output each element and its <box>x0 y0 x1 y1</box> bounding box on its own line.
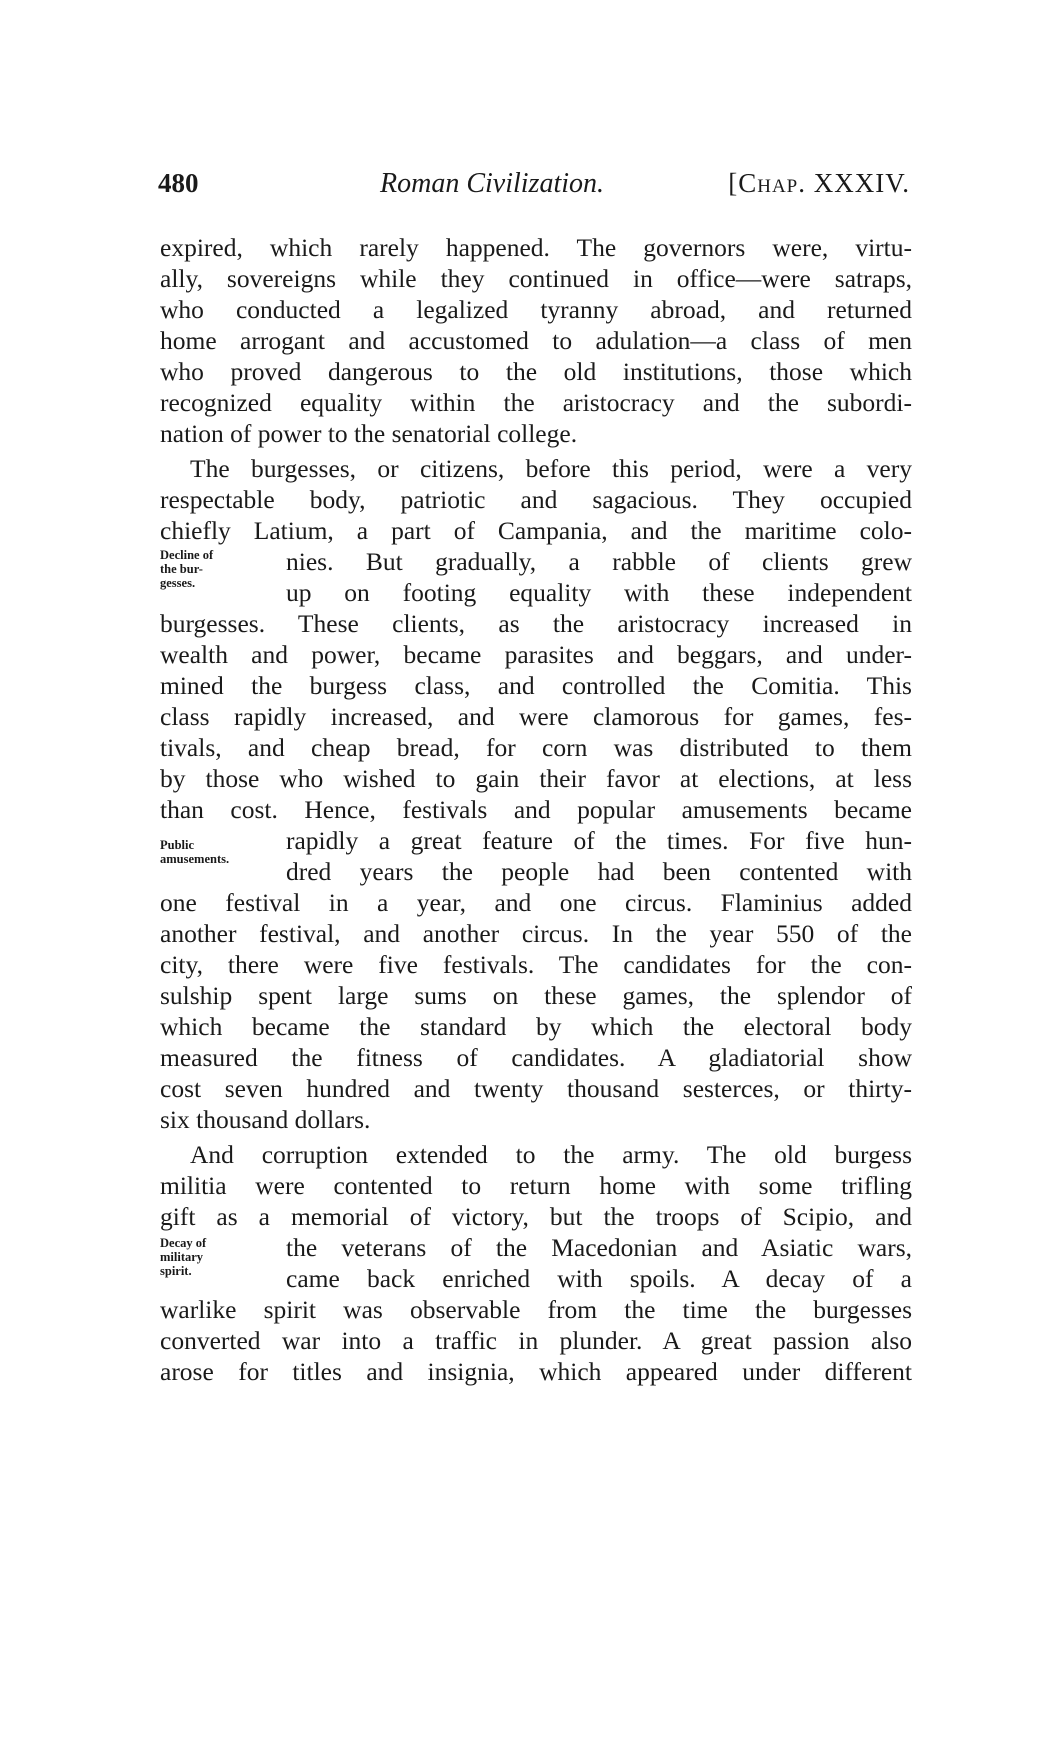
text-line: recognized equality within the aristocracy and the subordi- <box>160 388 912 417</box>
text-line: wealth and power, became parasites and beggars, and under- <box>160 640 912 669</box>
margin-note-line: gesses. <box>160 576 196 590</box>
text-line: And corruption extended to the army. The old burgess <box>190 1140 912 1169</box>
text-line: arose for titles and insignia, which appeared under different <box>160 1357 912 1386</box>
text-line: came back enriched with spoils. A decay of a <box>286 1264 912 1293</box>
text-line: burgesses. These clients, as the aristocracy increased in <box>160 609 912 638</box>
text-line: mined the burgess class, and controlled the Comitia. This <box>160 671 912 700</box>
text-line: warlike spirit was observable from the time the burgesses <box>160 1295 912 1324</box>
text-line: cost seven hundred and twenty thousand sesterces, or thirty- <box>160 1074 912 1103</box>
text-line: ally, sovereigns while they continued in office—were satraps, <box>160 264 912 293</box>
text-line: who proved dangerous to the old institutions, those which <box>160 357 912 386</box>
running-title: Roman Civilization. <box>380 168 604 199</box>
margin-note-line: Decline of <box>160 548 214 562</box>
text-line: The burgesses, or citizens, before this period, were a very <box>190 454 912 483</box>
text-line: who conducted a legalized tyranny abroad, and returned <box>160 295 912 324</box>
text-line: rapidly a great feature of the times. For five hun- <box>286 826 912 855</box>
margin-note-public-amusements <box>160 838 270 866</box>
text-line: which became the standard by which the electoral body <box>160 1012 912 1041</box>
margin-note-decay-of-military-spirit <box>160 1236 270 1278</box>
text-line: tivals, and cheap bread, for corn was distributed to them <box>160 733 912 762</box>
text-line: gift as a memorial of victory, but the troops of Scipio, and <box>160 1202 912 1231</box>
margin-note-line: military <box>160 1250 204 1264</box>
margin-note-line: spirit. <box>160 1264 192 1278</box>
text-line: chiefly Latium, a part of Campania, and the maritime colo- <box>160 516 912 545</box>
text-line: expired, which rarely happened. The governors were, virtu- <box>160 233 912 262</box>
chapter-reference: [Chap. XXXIV. <box>728 168 910 198</box>
margin-note-line: the bur- <box>160 562 203 576</box>
text-line: the veterans of the Macedonian and Asiatic wars, <box>286 1233 912 1262</box>
text-line: by those who wished to gain their favor at elections, at less <box>160 764 912 793</box>
text-line: another festival, and another circus. In the year 550 of the <box>160 919 912 948</box>
text-line: than cost. Hence, festivals and popular amusements became <box>160 795 912 824</box>
text-line: dred years the people had been contented with <box>286 857 912 886</box>
margin-note-line: Decay of <box>160 1236 207 1250</box>
page-header <box>158 168 910 208</box>
text-line: converted war into a traffic in plunder. A great passion also <box>160 1326 912 1355</box>
text-line: nation of power to the senatorial college. <box>160 419 578 448</box>
text-line: militia were contented to return home with some trifling <box>160 1171 912 1200</box>
text-line: class rapidly increased, and were clamorous for games, fes- <box>160 702 912 731</box>
text-line: sulship spent large sums on these games, the splendor of <box>160 981 912 1010</box>
text-line: up on footing equality with these independent <box>286 578 912 607</box>
page-number: 480 <box>158 168 199 198</box>
margin-note-line: Public <box>160 838 195 852</box>
text-line: home arrogant and accustomed to adulation—a class of men <box>160 326 912 355</box>
text-line: one festival in a year, and one circus. Flaminius added <box>160 888 912 917</box>
text-line: city, there were five festivals. The candidates for the con- <box>160 950 912 979</box>
text-line: six thousand dollars. <box>160 1105 371 1134</box>
margin-note-line: amusements. <box>160 852 230 866</box>
text-line: nies. But gradually, a rabble of clients grew <box>286 547 912 576</box>
text-line: respectable body, patriotic and sagacious. They occupied <box>160 485 912 514</box>
text-line: measured the fitness of candidates. A gladiatorial show <box>160 1043 912 1072</box>
margin-note-decline-of-burgesses <box>160 548 270 590</box>
